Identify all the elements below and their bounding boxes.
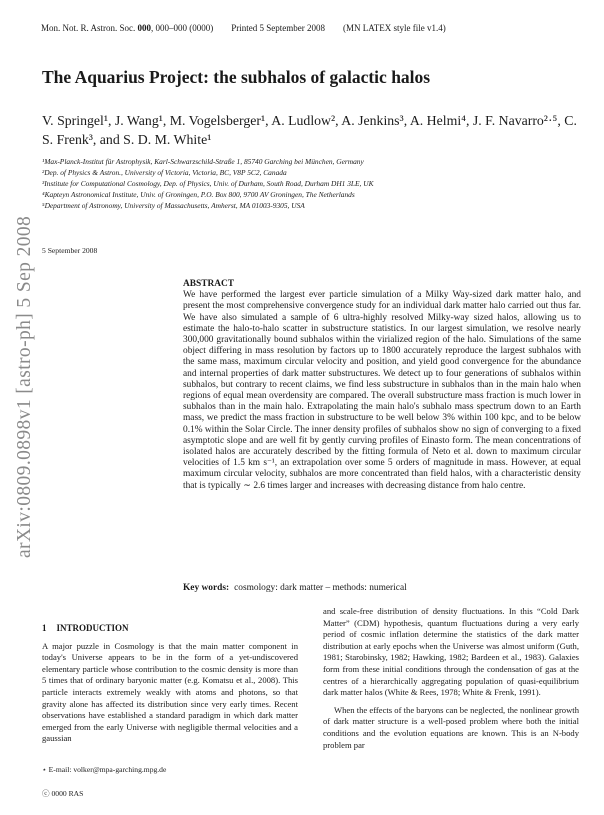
- abstract-text: We have performed the largest ever particle simulation of a Milky Way-sized dark matter halo, and present the most comprehensive convergence study for an individual dark matter halo carried out thus far. We have also simulated a sample of 6 ultra-highly resolved Milky-way sized halos, allowing us to estimate the halo-to-halo scatter in substructure statistics. In our largest simulation, we resolve nearly 300,000 gravitationally bound subhalos within the virialized region of the halo. Simulations of the same object differing in mass resolution by factors up to 1800 accurately reproduce the largest subhalos with the same mass, maximum circular velocity and position, and yield good convergence for the abundance and internal properties of dark matter substructures. We detect up to four generations of subhalos within subhalos, but contrary to recent claims, we find less substructure in subhalos than in the main halo when regions of equal mean overdensity are compared. The overall substructure mass fraction is much lower in subhalos than in the main halo. Extrapolating the main halo's subhalo mass spectrum down to an Earth mass, we predict the mass fraction in substructure to be well below 3% within 100 kpc, and to be below 0.1% within the Solar Circle. The inner density profiles of subhalos show no sign of converging to a fixed asymptotic slope and are well fit by gently curving profiles of Einasto form. The mean concentrations of isolated halos are accurately described by the fitting formula of Neto et al. down to maximum circular velocities of 1.5 km s⁻¹, an extrapolation over some 5 orders of magnitude in mass. However, at equal maximum circular velocity, subhalos are more concentrated than field halos, with a characteristic density that is typically ∼ 2.6 times larger and increases with decreasing distance from halo centre.: [183, 290, 581, 491]
- submission-date: 5 September 2008: [42, 246, 98, 255]
- paper-title: The Aquarius Project: the subhalos of galactic halos: [42, 67, 431, 87]
- intro-paragraph-2: When the effects of the baryons can be neglected, the nonlinear growth of dark matter structure is a well-posed problem where both the initial conditions and the evolution equations are known. This is an N-body problem par: [323, 704, 579, 750]
- keywords: [183, 583, 407, 593]
- intro-paragraph-1: A major puzzle in Cosmology is that the main matter component in today's Universe appears to be in the form of a yet-undiscovered elementary particle whose contribution to the cosmic density is more than 5 times that of ordinary baryonic matter (e.g. Komatsu et al., 2008). This particle interacts extremely weakly with atoms and photons, so that gravity alone has affected its distribution since very early times. Recent observations have established a standard paradigm in which dark matter emerged from the early Universe with negligible thermal velocities and a gaussian: [42, 640, 298, 744]
- intro-right-column: [323, 606, 579, 751]
- section-title: INTRODUCTION: [56, 623, 129, 633]
- intro-paragraph-1-cont: and scale-free distribution of density fluctuations. In this “Cold Dark Matter” (CDM) hypothesis, quantum fluctuations during a very early period of cosmic inflation determine the statistics of the dark matter distribution at early epochs when the Universe was almost uniform (Guth, 1981; Starobinsky, 1982; Hawking, 1982; Bardeen et al., 1983). Galaxies form from these initial conditions through the condensation of gas at the centres of a hierarchically aggregating population of quasi-equilibrium dark matter halos (White & Rees, 1978; White & Frenk, 1991).: [323, 606, 579, 698]
- affiliations: [42, 156, 582, 211]
- copyright: ⓒ 0000 RAS: [42, 789, 84, 798]
- affiliation-4: ⁴Kapteyn Astronomical Institute, Univ. of Groningen, P.O. Box 800, 9700 AV Groningen, The Netherlands: [42, 190, 355, 199]
- affiliation-2: ²Dep. of Physics & Astron., University of Victoria, Victoria, BC, V8P 5C2, Canada: [42, 168, 287, 177]
- author-list: V. Springel¹, J. Wang¹, M. Vogelsberger¹, A. Ludlow², A. Jenkins³, A. Helmi⁴, J. F. Navarro²·⁵, C. S. Frenk³, and S. D. M. White¹: [42, 113, 577, 147]
- keywords-text: cosmology: dark matter – methods: numerical: [234, 583, 407, 593]
- section-heading: [42, 623, 298, 635]
- abstract-heading: ABSTRACT: [183, 279, 235, 289]
- journal-citation: Mon. Not. R. Astron. Soc. 000, 000–000 (0000): [41, 23, 214, 33]
- style-file-note: (MN LATEX style file v1.4): [343, 23, 446, 33]
- running-header: [41, 23, 446, 33]
- arxiv-stamp: arXiv:0809.0898v1 [astro-ph] 5 Sep 2008: [14, 215, 35, 558]
- intro-left-column: [42, 623, 298, 745]
- affiliation-3: ³Institute for Computational Cosmology, Dep. of Physics, Univ. of Durham, South Road, Durham DH1 3LE, UK: [42, 179, 374, 188]
- affiliation-1: ¹Max-Planck-Institut für Astrophysik, Karl-Schwarzschild-Straße 1, 85740 Garching bei München, Germany: [42, 157, 364, 166]
- keywords-label: Key words:: [183, 583, 230, 593]
- abstract: [183, 279, 581, 492]
- section-number: 1: [42, 623, 47, 633]
- printed-date: Printed 5 September 2008: [231, 23, 326, 33]
- affiliation-5: ⁵Department of Astronomy, University of Massachusetts, Amherst, MA 01003-9305, USA: [42, 201, 305, 210]
- email-footnote: ⋆ E-mail: volker@mpa-garching.mpg.de: [42, 765, 167, 774]
